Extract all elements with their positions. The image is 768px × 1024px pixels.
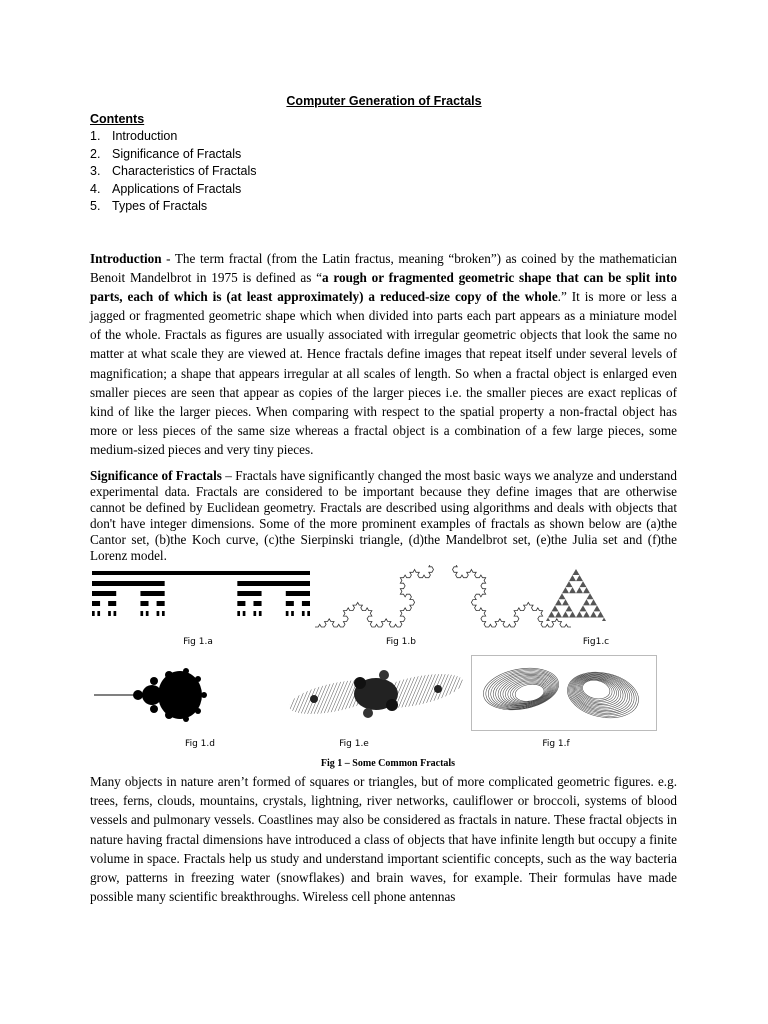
significance-paragraph: Significance of Fractals – Fractals have significantly changed the most basic ways we analyze and understand experimental data. Fractals are considered to be important because they define images that are otherwise cannot be defined by Euclidean geometry. Fractals are described using algorithms and deals with objects that don't have integer dimensions. Some of the more prominent examples of fractals as shown below are (a)the Cantor set, (b)the Koch curve, (c)the Sierpinski triangle, (d)the Mandelbrot set, (e)the Julia set and (f)the Lorenz model. [90,468,677,564]
figure-caption: Fig 1.a [183,637,213,647]
document-title: Computer Generation of Fractals [286,94,482,108]
significance-heading: Significance of Fractals [90,468,222,483]
figure-caption: Fig1.c [582,637,610,647]
figure-caption: Fig 1.f [542,739,570,749]
lorenz-attractor-image [471,655,657,731]
figure-caption: Fig 1.d [185,739,215,749]
toc-item: 1. Introduction [90,128,256,145]
table-of-contents [90,111,256,215]
toc-item: 3. Characteristics of Fractals [90,163,256,180]
toc-label: Applications of Fractals [112,181,242,196]
introduction-paragraph: Introduction - The term fractal (from the Latin fractus, meaning “broken”) as coined by the mathematician Benoit Mandelbrot in 1975 is defined as “a rough or fragmented geometric shape that can be split into parts, each of which is (at least approximately) a reduced-size copy of the whole.” It is more or less a jagged or fragmented geometric shape which when divided into parts each part appears as a miniature model of the whole. Fractals as figures are usually associated with irregular geometric objects that look the same no matter at what scale they are viewed at. Hence fractals define images that repeat itself under several levels of magnification; a shape that appears irregular at all scales of length. So when a fractal object is enlarged even smaller pieces are seen that appear as copies of the larger pieces i.e. the smaller pieces are exact replicas of kind of like the larger pieces. When comparing with respect to the spatial property a non-fractal object has more or less pieces of the same size whereas a fractal object is a combination of a few large pieces, some medium-sized pieces and very tiny pieces. [90,251,677,457]
nature-paragraph: Many objects in nature aren’t formed of squares or triangles, but of more complicated geometric figures. e.g. trees, ferns, clouds, mountains, crystals, lightning, river networks, cauliflower or broccoli, systems of blood vessels and pulmonary vessels. Coastlines may also be considered as fractals in nature. These fractal objects in nature having fractal dimensions have introduced a class of objects that have infinite length but occupy a finite volume in space. Fractals help us study and understand important scientific concepts, such as the way bacteria grow, patterns in freezing water (snowflakes) and brain waves, for example. Their formulas have made possible many scientific breakthroughs. Wireless cell phone antennas [90,774,677,905]
toc-item: 5. Types of Fractals [90,198,256,215]
introduction-heading: Introduction [90,251,162,266]
contents-heading: Contents [90,112,145,126]
toc-item: 4. Applications of Fractals [90,181,256,198]
figures-main-caption: Fig 1 – Some Common Fractals [320,758,456,769]
toc-label: Significance of Fractals [112,146,242,161]
julia-set-image [284,653,469,733]
mandelbrot-set-image [94,657,234,737]
toc-label: Types of Fractals [112,199,208,214]
toc-label: Characteristics of Fractals [112,164,257,179]
fractal-figures [88,565,688,775]
cantor-set-image [92,571,314,631]
toc-item: 2. Significance of Fractals [90,146,256,163]
figure-caption: Fig 1.b [386,637,416,647]
fractal-definition: a rough or fragmented geometric shape that can be split into parts, each of which is (at least approximately) a reduced-size copy of the whole [90,270,677,305]
toc-label: Introduction [112,129,178,144]
figure-caption: Fig 1.e [339,739,369,749]
sierpinski-triangle-image [510,569,650,621]
